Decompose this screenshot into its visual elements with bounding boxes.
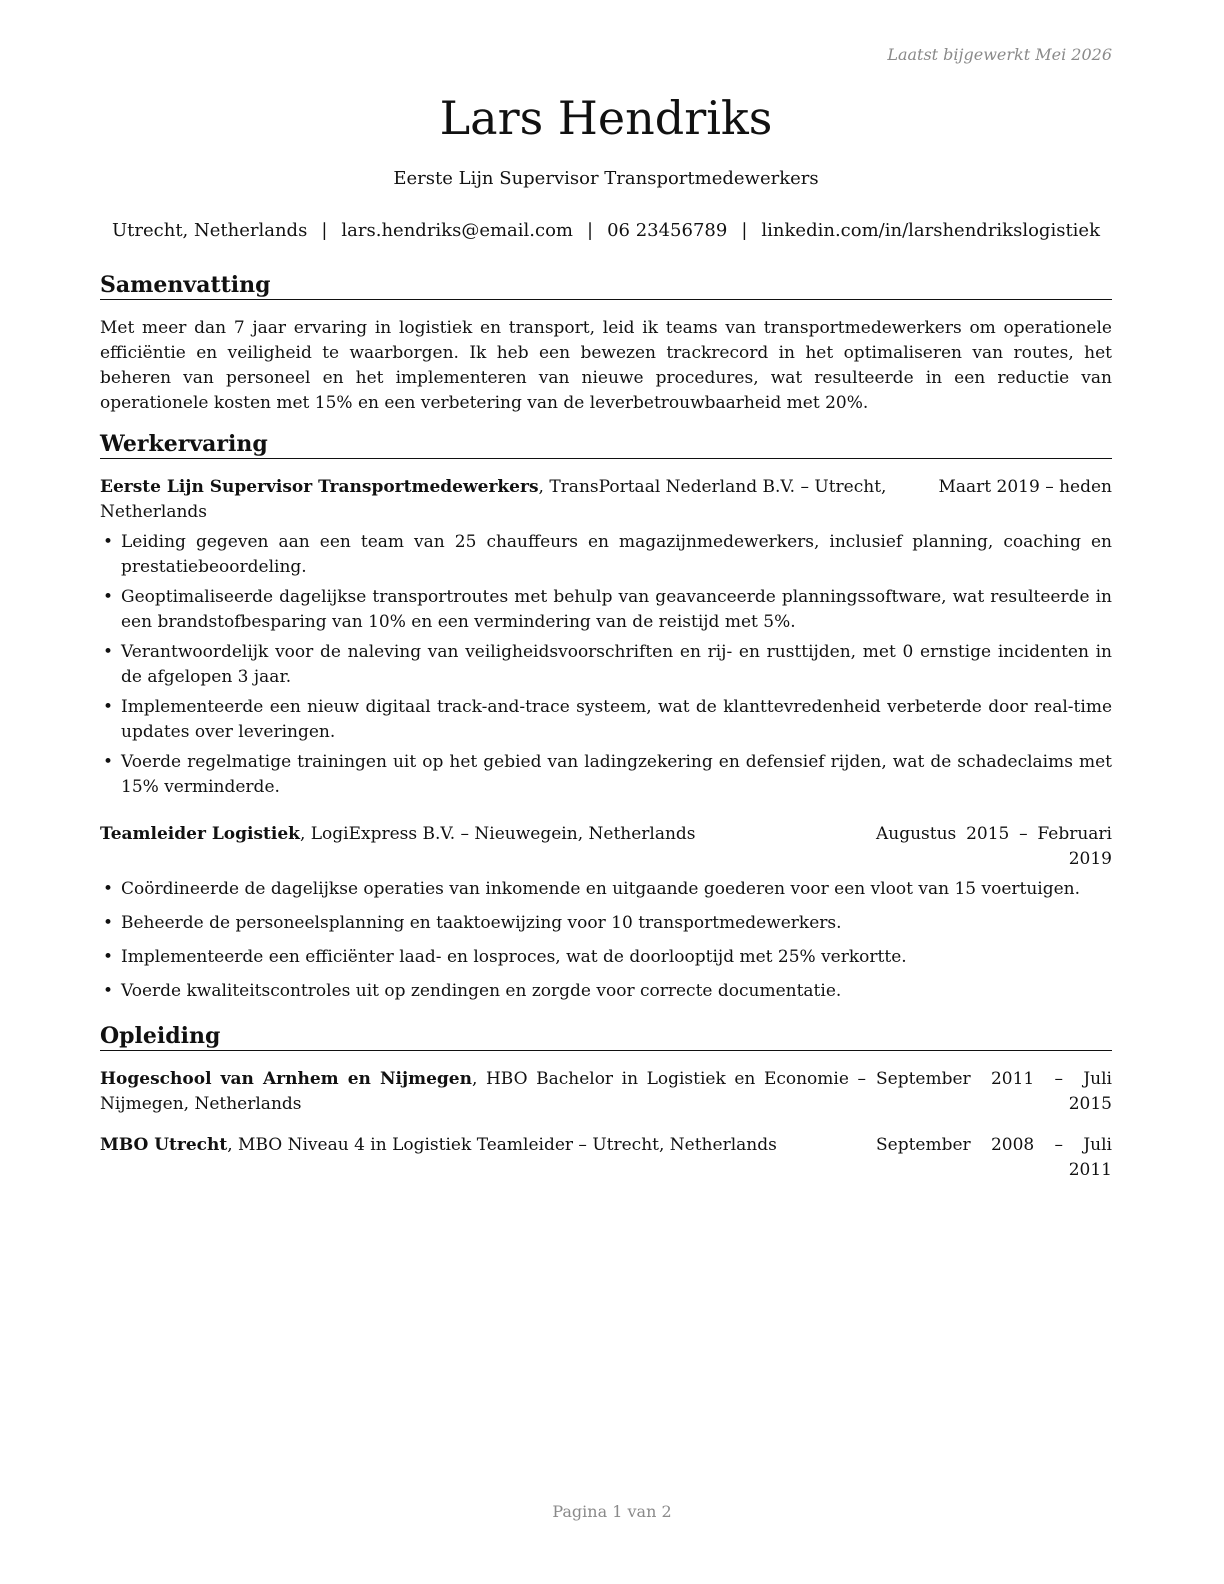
job-company: , LogiExpress B.V. – Nieuwegein, Netherlands (299, 824, 696, 844)
job-entry (100, 822, 1112, 1004)
education-section (100, 1022, 1112, 1183)
summary-title: Samenvatting (100, 271, 1112, 300)
job-role: Teamleider Logistiek (100, 824, 300, 844)
education-dates (876, 1067, 1112, 1117)
list-item: • Implementeerde een nieuw digitaal track-and-trace systeem, wat de klanttevredenheid verbeterde door real-time updates over leveringen. (100, 695, 1112, 745)
contact-separator: | (741, 220, 748, 241)
list-item: • Beheerde de personeelsplanning en taaktoewijzing voor 10 transportmedewerkers. (100, 911, 1112, 936)
education-dates-line1: September 2011 – Juli (876, 1069, 1112, 1089)
job-dates: Maart 2019 – heden (938, 477, 1112, 497)
contact-linkedin[interactable]: linkedin.com/in/larshendrikslogistiek (761, 220, 1100, 241)
education-title: Opleiding (100, 1022, 1112, 1051)
summary-text: Met meer dan 7 jaar ervaring in logistiek en transport, leid ik teams van transportmedewerkers om operationele efficiëntie en veiligheid te waarborgen. Ik heb een bewezen trackrecord in het optimaliseren van routes, het beheren van personeel en het implementeren van nieuwe procedures, wat resulteerde in een reductie van operationele kosten met 15% en een verbetering van de leverbetrouwbaarheid met 20%. (100, 318, 1112, 413)
experience-title: Werkervaring (100, 430, 1112, 459)
list-item: • Implementeerde een efficiënter laad- en losproces, wat de doorlooptijd met 25% verkortte. (100, 945, 1112, 970)
candidate-tagline: Eerste Lijn Supervisor Transportmedewerkers (393, 168, 819, 189)
list-item: • Voerde regelmatige trainingen uit op het gebied van ladingzekering en defensief rijden, wat de schadeclaims met 15% verminderde. (100, 750, 1112, 800)
education-entry (100, 1067, 1112, 1117)
job-dates (876, 822, 1112, 872)
education-dates (876, 1133, 1112, 1183)
job-dates-line2: 2019 (1068, 849, 1112, 869)
job-bullets (100, 530, 1112, 800)
list-item: • Voerde kwaliteitscontroles uit op zendingen en zorgde voor correcte documentatie. (100, 979, 1112, 1004)
list-item: • Verantwoordelijk voor de naleving van veiligheidsvoorschriften en rij- en rusttijden, met 0 ernstige incidenten in de afgelopen 3 jaar. (100, 640, 1112, 690)
contact-location: Utrecht, Netherlands (111, 220, 308, 241)
education-dates-line2: 2015 (1068, 1094, 1112, 1114)
job-dates-line1: Augustus 2015 – Februari (876, 824, 1112, 844)
contact-line (100, 219, 1112, 243)
list-item: • Leiding gegeven aan een team van 25 chauffeurs en magazijnmedewerkers, inclusief planning, coaching en prestatiebeoordeling. (100, 530, 1112, 580)
education-dates-line1: September 2008 – Juli (876, 1135, 1112, 1155)
experience-section (100, 430, 1112, 1013)
last-updated: Laatst bijgewerkt Mei 2026 (887, 45, 1112, 64)
education-detail: , MBO Niveau 4 in Logistiek Teamleider – Utrecht, Netherlands (227, 1135, 777, 1155)
list-item: • Geoptimaliseerde dagelijkse transportroutes met behulp van geavanceerde planningssoftware, wat resulteerde in een brandstofbesparing van 10% en een vermindering van de reistijd met 5%. (100, 585, 1112, 635)
education-detail: , HBO Bachelor in Logistiek en Economie – Nijmegen, Netherlands (100, 1069, 866, 1114)
contact-phone[interactable]: 06 23456789 (607, 220, 728, 241)
list-item: • Coördineerde de dagelijkse operaties van inkomende en uitgaande goederen voor een vloot van 15 voertuigen. (100, 877, 1112, 902)
contact-separator: | (587, 220, 594, 241)
contact-email[interactable]: lars.hendriks@email.com (341, 220, 573, 241)
education-dates-line2: 2011 (1068, 1160, 1112, 1180)
education-school: MBO Utrecht (100, 1135, 228, 1155)
contact-separator: | (321, 220, 328, 241)
job-entry (100, 475, 1112, 800)
job-bullets (100, 877, 1112, 1004)
education-entry (100, 1133, 1112, 1183)
job-role: Eerste Lijn Supervisor Transportmedewerkers (100, 477, 539, 497)
page-number: Pagina 1 van 2 (552, 1502, 672, 1521)
education-school: Hogeschool van Arnhem en Nijmegen (100, 1069, 472, 1089)
summary-section (100, 271, 1112, 416)
candidate-name: Lars Hendriks (439, 91, 773, 145)
job-company: , TransPortaal Nederland B.V. – Utrecht, Netherlands (100, 477, 887, 522)
